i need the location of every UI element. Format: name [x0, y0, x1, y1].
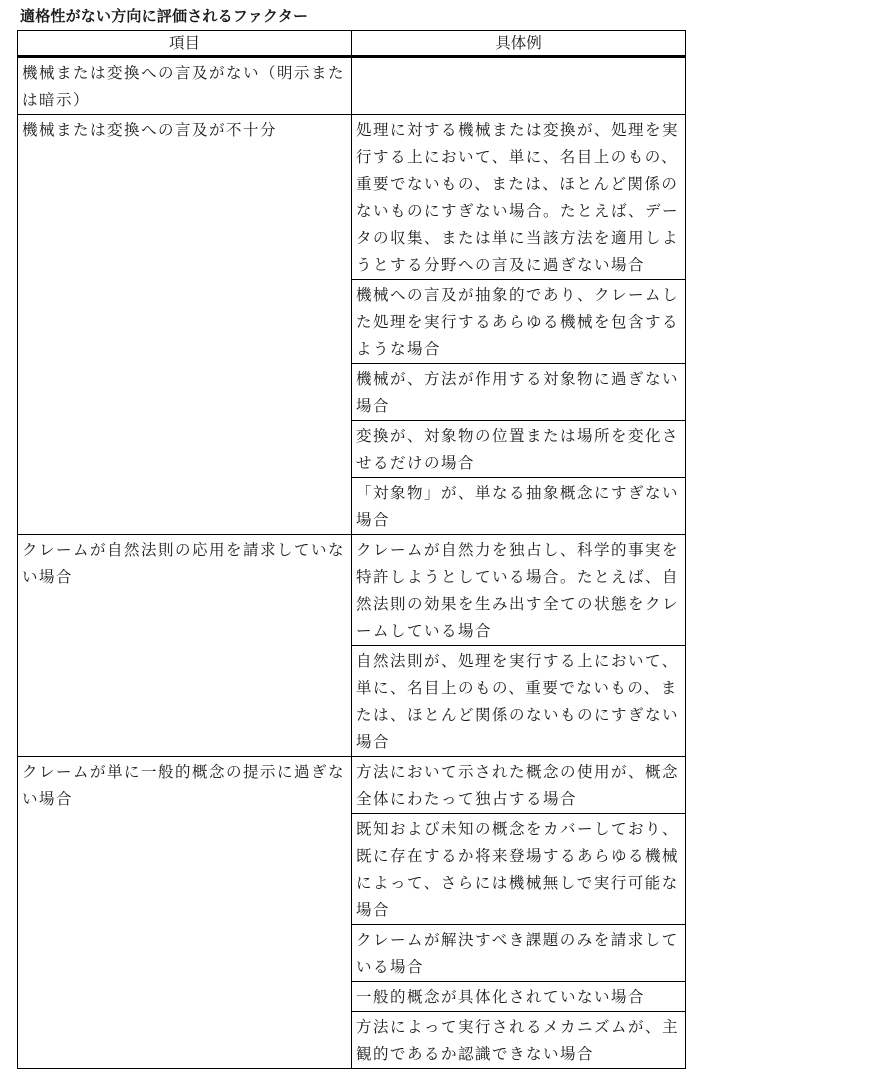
document-title: 適格性がない方向に評価されるファクター	[20, 7, 309, 25]
header-example: 具体例	[352, 31, 686, 57]
table-row	[18, 57, 686, 115]
example-cell: 「対象物」が、単なる抽象概念にすぎない場合	[352, 478, 686, 535]
item-cell: 機械または変換への言及が不十分	[18, 115, 352, 535]
factor-table	[17, 30, 686, 1069]
table-row	[18, 757, 686, 814]
item-cell: クレームが単に一般的概念の提示に過ぎない場合	[18, 757, 352, 1069]
example-cell: 処理に対する機械または変換が、処理を実行する上において、単に、名目上のもの、重要でないもの、または、ほとんど関係のないものにすぎない場合。たとえば、データの収集、または単に当該方法を適用しようとする分野への言及に過ぎない場合	[352, 115, 686, 280]
example-cell: 変換が、対象物の位置または場所を変化させるだけの場合	[352, 421, 686, 478]
example-cell: 自然法則が、処理を実行する上において、単に、名目上のもの、重要でないもの、または、ほとんど関係のないものにすぎない場合	[352, 646, 686, 757]
table-row	[18, 115, 686, 280]
header-row	[18, 31, 686, 57]
example-cell	[352, 57, 686, 115]
example-cell: クレームが自然力を独占し、科学的事実を特許しようとしている場合。たとえば、自然法則の効果を生み出す全ての状態をクレームしている場合	[352, 535, 686, 646]
header-item: 項目	[18, 31, 352, 57]
example-cell: 一般的概念が具体化されていない場合	[352, 982, 686, 1012]
item-cell: 機械または変換への言及がない（明示または暗示）	[18, 57, 352, 115]
example-cell: 方法において示された概念の使用が、概念全体にわたって独占する場合	[352, 757, 686, 814]
example-cell: 既知および未知の概念をカバーしており、既に存在するか将来登場するあらゆる機械によって、さらには機械無しで実行可能な場合	[352, 814, 686, 925]
table-body	[18, 57, 686, 1069]
example-cell: 方法によって実行されるメカニズムが、主観的であるか認識できない場合	[352, 1012, 686, 1069]
example-cell: クレームが解決すべき課題のみを請求している場合	[352, 925, 686, 982]
item-cell: クレームが自然法則の応用を請求していない場合	[18, 535, 352, 757]
example-cell: 機械への言及が抽象的であり、クレームした処理を実行するあらゆる機械を包含するような場合	[352, 280, 686, 364]
example-cell: 機械が、方法が作用する対象物に過ぎない場合	[352, 364, 686, 421]
table-row	[18, 535, 686, 646]
